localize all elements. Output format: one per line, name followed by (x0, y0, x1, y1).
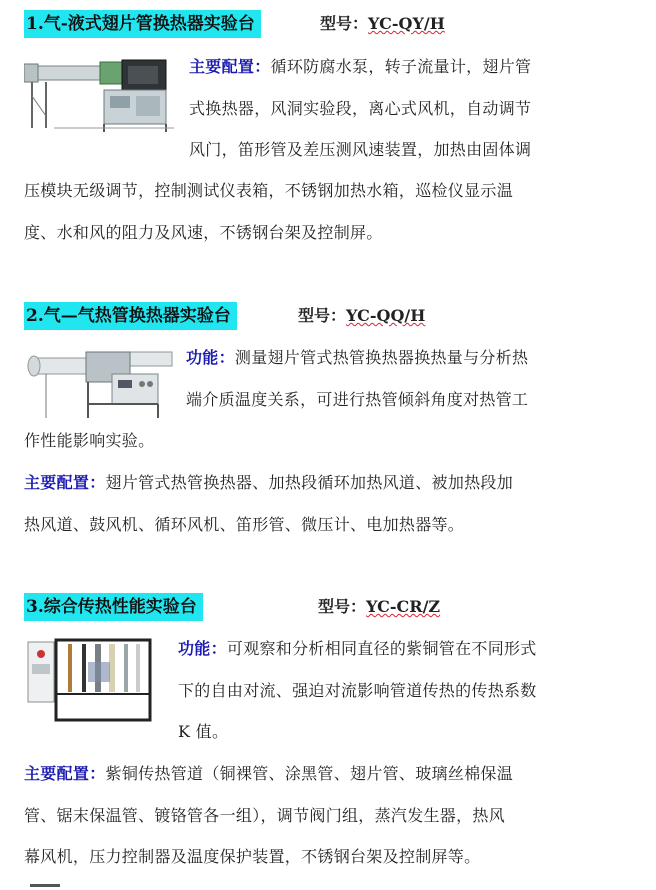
section-2-title-text: 2.气—气热管换热器实验台 (24, 302, 237, 330)
section-2-config (24, 462, 513, 545)
section-3-title (24, 593, 203, 621)
function-line: 下的自由对流、强迫对流影响管道传热的传热系数 (178, 680, 537, 700)
config-line: 式换热器，风洞实验段，离心式风机，自动调节 (189, 98, 532, 118)
function-label: 功能： (178, 639, 227, 658)
function-line: 测量翅片管式热管换热器换热量与分析热 (234, 348, 529, 367)
model-label: 型号： (318, 597, 367, 616)
section-1-config-rest (24, 170, 513, 253)
model-code: YC-QQ/H (346, 306, 426, 325)
function-line: 端介质温度关系，可进行热管倾斜角度对热管工 (186, 389, 529, 409)
function-line: 可观察和分析相同直径的紫铜管在不同形式 (226, 639, 537, 658)
section-2-model (298, 302, 425, 330)
config-label: 主要配置： (24, 473, 106, 492)
section-1-model (320, 10, 445, 38)
function-label: 功能： (186, 348, 235, 367)
section-2-function-rest (24, 420, 154, 462)
model-code: YC-CR/Z (366, 597, 441, 616)
gas-gas-heat-pipe-image (26, 344, 176, 422)
config-line: 度、水和风的阻力及风速，不锈钢台架及控制屏。 (24, 222, 383, 242)
section-2-function-intro (186, 337, 528, 420)
config-line: 幕风机，压力控制器及温度保护装置，不锈钢台架及控制屏等。 (24, 847, 481, 866)
config-line: 翅片管式热管换热器、加热段循环加热风道、被加热段加 (105, 473, 514, 492)
section-3-title-text: 3.综合传热性能实验台 (24, 593, 203, 621)
section-3-model (318, 593, 440, 621)
section-1-title (24, 10, 261, 38)
config-line: 紫铜传热管道（铜裸管、涂黑管、翅片管、玻璃丝棉保温 (105, 764, 514, 783)
section-1-title-text: 1.气-液式翅片管换热器实验台 (24, 10, 261, 38)
gas-liquid-heat-exchanger-image (24, 56, 184, 136)
config-line: 管、锯末保温管、镀铬管各一组），调节阀门组，蒸汽发生器，热风 (24, 805, 506, 825)
section-3-config (24, 753, 513, 878)
function-line: K 值。 (178, 722, 229, 741)
model-label: 型号： (320, 14, 369, 33)
config-line: 循环防腐水泵，转子流量计，翅片管 (270, 57, 532, 76)
section-1-config-intro (189, 46, 531, 171)
heat-transfer-bench-image (26, 632, 154, 724)
section-3-function-intro (178, 628, 537, 753)
model-code: YC-QY/H (368, 14, 445, 33)
section-2-title (24, 302, 237, 330)
model-label: 型号： (298, 306, 347, 325)
function-line: 作性能影响实验。 (24, 431, 155, 450)
config-label: 主要配置： (24, 764, 106, 783)
config-line: 风门，笛形管及差压测风速装置，加热由固体调 (189, 140, 532, 159)
config-line: 压模块无级调节，控制测试仪表箱，不锈钢加热水箱，巡检仪显示温 (24, 181, 514, 200)
config-line: 热风道、鼓风机、循环风机、笛形管、微压计、电加热器等。 (24, 514, 465, 534)
config-label: 主要配置： (189, 57, 271, 76)
page-edge-mark (30, 884, 60, 887)
